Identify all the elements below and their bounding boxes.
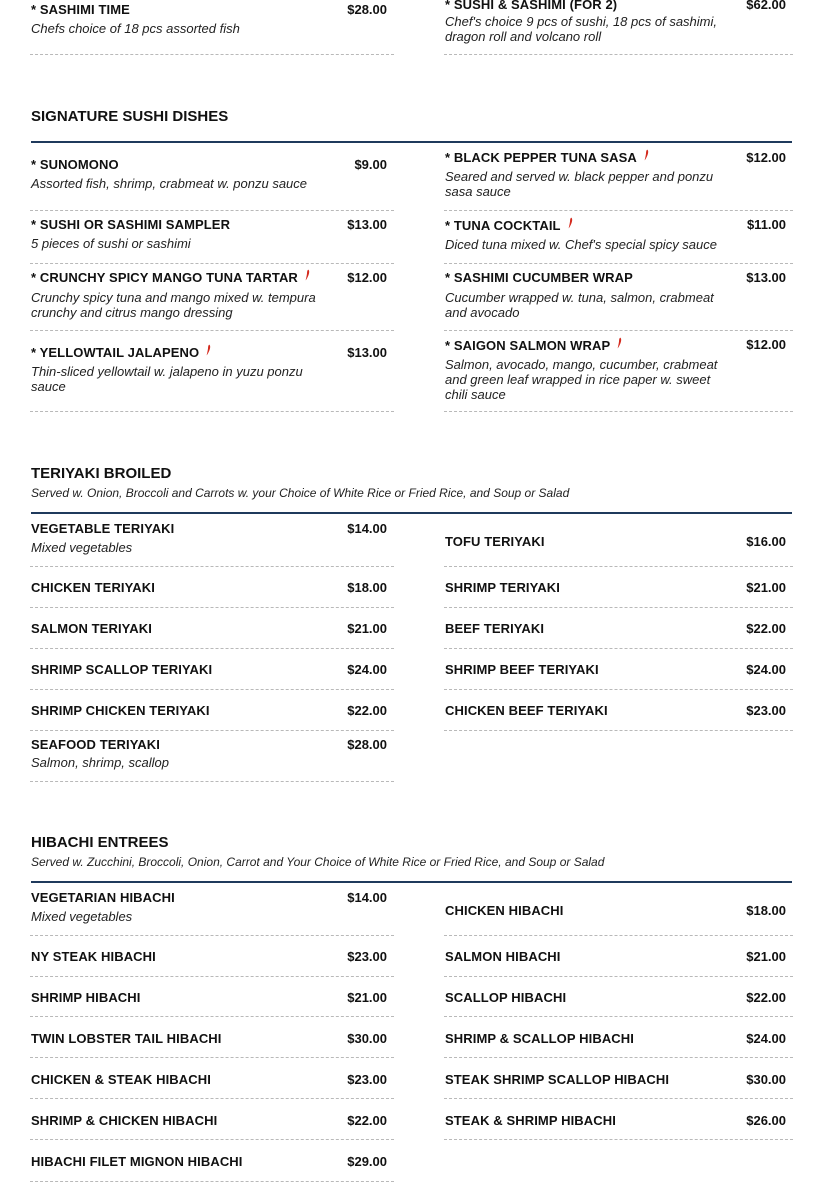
menu-item [444, 690, 793, 731]
item-price: $23.00 [347, 1072, 387, 1087]
menu-item [444, 1099, 793, 1140]
menu-item [30, 514, 394, 567]
item-description: Cucumber wrapped w. tuna, salmon, crabmeat and avocado [445, 290, 714, 320]
chili-pepper-icon [617, 337, 623, 349]
section-title: TERIYAKI BROILED [31, 465, 172, 482]
item-price: $14.00 [347, 890, 387, 905]
item-name: SALMON HIBACHI [445, 949, 561, 964]
item-name: SHRIMP CHICKEN TERIYAKI [31, 703, 210, 718]
item-price: $24.00 [746, 1031, 786, 1046]
item-description: Assorted fish, shrimp, crabmeat w. ponzu sauce [31, 176, 308, 191]
item-description: Salmon, shrimp, scallop [31, 755, 169, 770]
menu-item [444, 143, 793, 211]
item-price: $13.00 [347, 345, 387, 360]
item-price: $11.00 [746, 217, 786, 232]
item-price: $13.00 [347, 217, 387, 232]
item-name-text: * TUNA COCKTAIL [445, 218, 561, 233]
item-price: $21.00 [347, 990, 387, 1005]
item-name: * SUSHI & SASHIMI (FOR 2) [445, 0, 618, 12]
menu-item [30, 883, 394, 936]
menu-item [30, 1017, 394, 1058]
menu-item [444, 264, 793, 331]
item-name: CHICKEN TERIYAKI [31, 580, 155, 595]
item-price: $12.00 [746, 337, 786, 352]
menu-item [30, 143, 394, 211]
item-price: $62.00 [746, 0, 786, 12]
menu-item [444, 608, 793, 649]
menu-item [444, 936, 793, 977]
item-name [31, 345, 212, 360]
menu-item [30, 1099, 394, 1140]
item-name: SHRIMP SCALLOP TERIYAKI [31, 662, 213, 677]
item-price: $21.00 [746, 580, 786, 595]
item-name-text: * BLACK PEPPER TUNA SASA [445, 150, 637, 165]
item-name: SHRIMP HIBACHI [31, 990, 141, 1005]
item-price: $28.00 [347, 737, 387, 752]
item-name: VEGETARIAN HIBACHI [31, 890, 175, 905]
item-price: $28.00 [347, 2, 387, 17]
menu-item [30, 567, 394, 608]
item-price: $26.00 [746, 1113, 786, 1128]
section-subtitle: Served w. Zucchini, Broccoli, Onion, Carrot and Your Choice of White Rice or Fried Rice, and Soup or Salad [31, 855, 605, 869]
chili-pepper-icon [305, 269, 311, 281]
item-price: $13.00 [746, 270, 786, 285]
item-price: $18.00 [347, 580, 387, 595]
item-name: * SASHIMI CUCUMBER WRAP [445, 270, 633, 285]
item-name: TWIN LOBSTER TAIL HIBACHI [31, 1031, 222, 1046]
item-price: $12.00 [347, 270, 387, 285]
menu-item [444, 977, 793, 1017]
chili-pepper-icon [568, 217, 574, 229]
item-name: SALMON TERIYAKI [31, 621, 152, 636]
item-name: CHICKEN HIBACHI [445, 903, 564, 918]
menu-item [444, 211, 793, 264]
item-price: $23.00 [347, 949, 387, 964]
item-description: Crunchy spicy tuna and mango mixed w. tempura crunchy and citrus mango dressing [31, 290, 316, 320]
section-title: HIBACHI ENTREES [31, 834, 169, 851]
item-name: SHRIMP TERIYAKI [445, 580, 560, 595]
item-name: BEEF TERIYAKI [445, 621, 545, 636]
menu-item [30, 264, 394, 331]
menu-item [30, 731, 394, 782]
item-price: $29.00 [347, 1154, 387, 1169]
item-price: $22.00 [347, 703, 387, 718]
item-name: NY STEAK HIBACHI [31, 949, 156, 964]
item-description: Chef's choice 9 pcs of sushi, 18 pcs of sashimi, dragon roll and volcano roll [445, 14, 717, 44]
item-name: TOFU TERIYAKI [445, 534, 545, 549]
item-price: $21.00 [746, 949, 786, 964]
item-name: VEGETABLE TERIYAKI [31, 521, 175, 536]
menu-item [30, 211, 394, 264]
item-name: * SASHIMI TIME [31, 2, 130, 17]
item-price: $30.00 [746, 1072, 786, 1087]
item-name: CHICKEN BEEF TERIYAKI [445, 703, 608, 718]
item-description: Salmon, avocado, mango, cucumber, crabmeat and green leaf wrapped in rice paper w. sweet chili sauce [445, 357, 718, 402]
item-name: STEAK SHRIMP SCALLOP HIBACHI [445, 1072, 670, 1087]
item-description: Chefs choice of 18 pcs assorted fish [31, 21, 240, 36]
item-name: SHRIMP & SCALLOP HIBACHI [445, 1031, 634, 1046]
item-description: Diced tuna mixed w. Chef's special spicy sauce [445, 237, 717, 252]
item-name: SHRIMP & CHICKEN HIBACHI [31, 1113, 218, 1128]
menu-item [444, 649, 793, 690]
menu-item [444, 883, 793, 936]
menu-item [444, 1058, 793, 1099]
item-price: $18.00 [746, 903, 786, 918]
item-description: 5 pieces of sushi or sashimi [31, 236, 191, 251]
item-name [31, 270, 311, 285]
menu-item [30, 936, 394, 977]
item-name-text: * CRUNCHY SPICY MANGO TUNA TARTAR [31, 270, 298, 285]
item-name: HIBACHI FILET MIGNON HIBACHI [31, 1154, 243, 1169]
chili-pepper-icon [644, 149, 650, 161]
item-description: Mixed vegetables [31, 540, 133, 555]
item-price: $16.00 [746, 534, 786, 549]
item-name: SEAFOOD TERIYAKI [31, 737, 160, 752]
item-price: $23.00 [746, 703, 786, 718]
item-name: STEAK & SHRIMP HIBACHI [445, 1113, 616, 1128]
menu-item [444, 1017, 793, 1058]
menu-item [444, 0, 793, 55]
item-price: $22.00 [746, 990, 786, 1005]
menu-item [444, 514, 793, 567]
item-name-text: * SAIGON SALMON WRAP [445, 338, 611, 353]
item-price: $21.00 [347, 621, 387, 636]
item-price: $22.00 [347, 1113, 387, 1128]
menu-item [30, 690, 394, 731]
item-price: $9.00 [354, 157, 387, 172]
menu-item [30, 649, 394, 690]
section-title: SIGNATURE SUSHI DISHES [31, 108, 229, 125]
item-price: $24.00 [347, 662, 387, 677]
item-name: SHRIMP BEEF TERIYAKI [445, 662, 599, 677]
item-name [445, 338, 623, 353]
item-price: $24.00 [746, 662, 786, 677]
item-name: SCALLOP HIBACHI [445, 990, 567, 1005]
chili-pepper-icon [206, 344, 212, 356]
item-name: CHICKEN & STEAK HIBACHI [31, 1072, 211, 1087]
menu-item [30, 977, 394, 1017]
menu-item [30, 608, 394, 649]
item-price: $30.00 [347, 1031, 387, 1046]
item-name: * SUSHI OR SASHIMI SAMPLER [31, 217, 231, 232]
item-name [445, 218, 574, 233]
menu-item [30, 331, 394, 412]
menu-item [444, 567, 793, 608]
item-description: Mixed vegetables [31, 909, 133, 924]
item-price: $12.00 [746, 150, 786, 165]
item-name [445, 150, 650, 165]
menu-item [30, 1058, 394, 1099]
item-description: Seared and served w. black pepper and ponzu sasa sauce [445, 169, 714, 199]
item-description: Thin-sliced yellowtail w. jalapeno in yuzu ponzu sauce [31, 364, 303, 394]
menu-item [444, 331, 793, 412]
menu-item [30, 0, 394, 55]
menu-item [30, 1140, 394, 1182]
item-name-text: * YELLOWTAIL JALAPENO [31, 345, 200, 360]
item-price: $14.00 [347, 521, 387, 536]
item-name: * SUNOMONO [31, 157, 119, 172]
item-price: $22.00 [746, 621, 786, 636]
section-subtitle: Served w. Onion, Broccoli and Carrots w. your Choice of White Rice or Fried Rice, and Soup or Salad [31, 486, 570, 500]
